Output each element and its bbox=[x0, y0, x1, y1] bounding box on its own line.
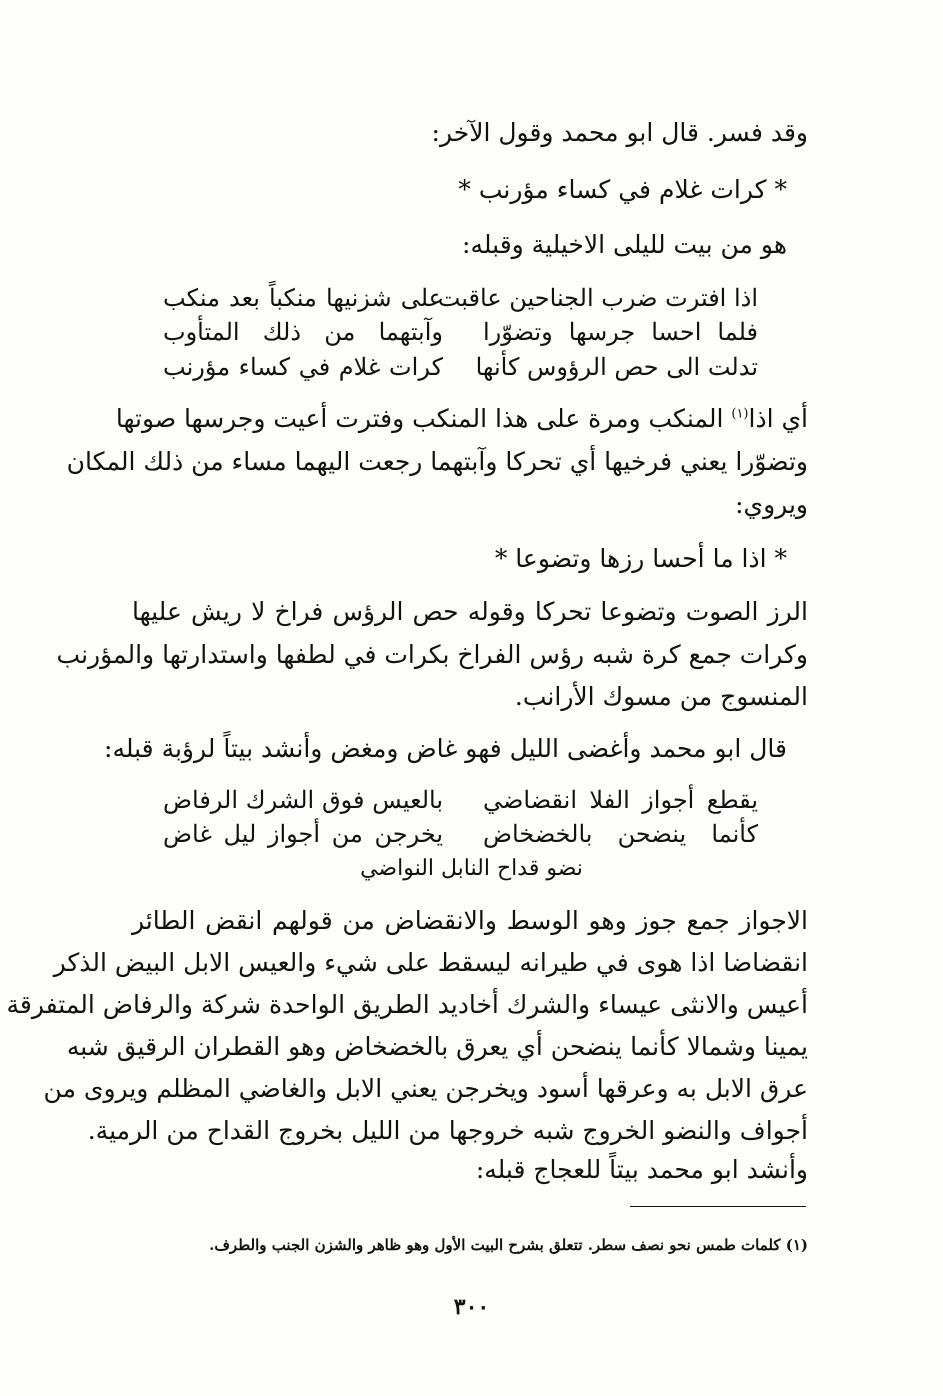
text-line: يمينا وشمالا كأنما ينضحن أي يعرق بالخضخاض وهو القطران الرقيق شبه bbox=[66, 1032, 808, 1061]
text-line: الاجواز جمع جوز وهو الوسط والانقضاض من قولهم انقض الطائر bbox=[132, 906, 808, 935]
verse-first-hemistich: تدلت الى حص الرؤوس كأنها bbox=[475, 353, 758, 381]
verse-second-hemistich: وآبتهما من ذلك المتأوب bbox=[163, 318, 443, 346]
verse-first-hemistich: يقطع أجواز الفلا انقضاضي bbox=[483, 786, 758, 814]
verse-first-hemistich: فلما احسا جرسها وتضوّرا bbox=[483, 318, 758, 346]
verse-first-hemistich: كأنما ينضحن بالخضخاض bbox=[483, 820, 758, 848]
footnote-marker: (١) bbox=[731, 406, 749, 422]
verse-first-hemistich: اذا افترت ضرب الجناحين عاقبت bbox=[437, 284, 758, 312]
page-number: ٣٠٠ bbox=[453, 1294, 490, 1320]
footnote-separator bbox=[630, 1206, 806, 1207]
verse-tail: نضو قداح النابل النواضي bbox=[360, 856, 583, 881]
verse-second-hemistich: يخرجن من أجواز ليل غاض bbox=[163, 820, 443, 848]
verse-hemistich: * اذا ما أحسا رزها وتضوعا * bbox=[494, 544, 787, 573]
text-line: انقضاضا اذا هوى في طيرانه ليسقط على شيء والعيس الابل البيض الذكر bbox=[53, 948, 808, 977]
text-line: أجواف والنضو الخروج شبه خروجها من الليل بخروج القداح من الرمية. bbox=[87, 1116, 808, 1145]
verse-second-hemistich: على شزنيها منكباً بعد منكب bbox=[163, 284, 443, 312]
text-line: المنسوج من مسوك الأرانب. bbox=[514, 682, 808, 711]
text-line: الرز الصوت وتضوعا تحركا وقوله حص الرؤس فراخ لا ريش عليها bbox=[132, 597, 808, 626]
text-line: وكرات جمع كرة شبه رؤس الفراخ بكرات في لطفها واستدارتها والمؤرنب bbox=[56, 640, 808, 669]
text-line: أعيس والانثى عيساء والشرك أخاديد الطريق الواحدة شركة والرفاض المتفرقة bbox=[6, 990, 808, 1019]
verse-hemistich: * كرات غلام في كساء مؤرنب * bbox=[458, 175, 787, 204]
text-line: قال ابو محمد وأغضى الليل فهو غاض ومغض وأنشد بيتاً لرؤبة قبله: bbox=[104, 734, 787, 763]
text-line bbox=[115, 404, 808, 433]
text-line: وتضوّرا يعني فرخيها أي تحركا وآبتهما رجعت اليهما مساء من ذلك المكان bbox=[66, 447, 808, 476]
text-line: ويروي: bbox=[735, 490, 808, 519]
text-fragment: أي اذا bbox=[748, 404, 808, 433]
text-line: هو من بيت لليلى الاخيلية وقبله: bbox=[462, 230, 787, 259]
text-line: عرق الابل به وعرقها أسود ويخرجن يعني الابل والغاضي المظلم ويروى من bbox=[43, 1074, 808, 1103]
verse-second-hemistich: بالعيس فوق الشرك الرفاض bbox=[163, 786, 443, 814]
verse-second-hemistich: كرات غلام في كساء مؤرنب bbox=[163, 353, 443, 381]
text-line: وأنشد ابو محمد بيتاً للعجاج قبله: bbox=[475, 1155, 808, 1184]
footnote: (١) كلمات طمس نحو نصف سطر. تتعلق بشرح البيت الأول وهو ظاهر والشزن الجنب والطرف. bbox=[209, 1236, 808, 1254]
text-fragment: المنكب ومرة على هذا المنكب وفترت أعيت وجرسها صوتها bbox=[115, 404, 732, 433]
text-line: وقد فسر. قال ابو محمد وقول الآخر: bbox=[431, 118, 808, 147]
